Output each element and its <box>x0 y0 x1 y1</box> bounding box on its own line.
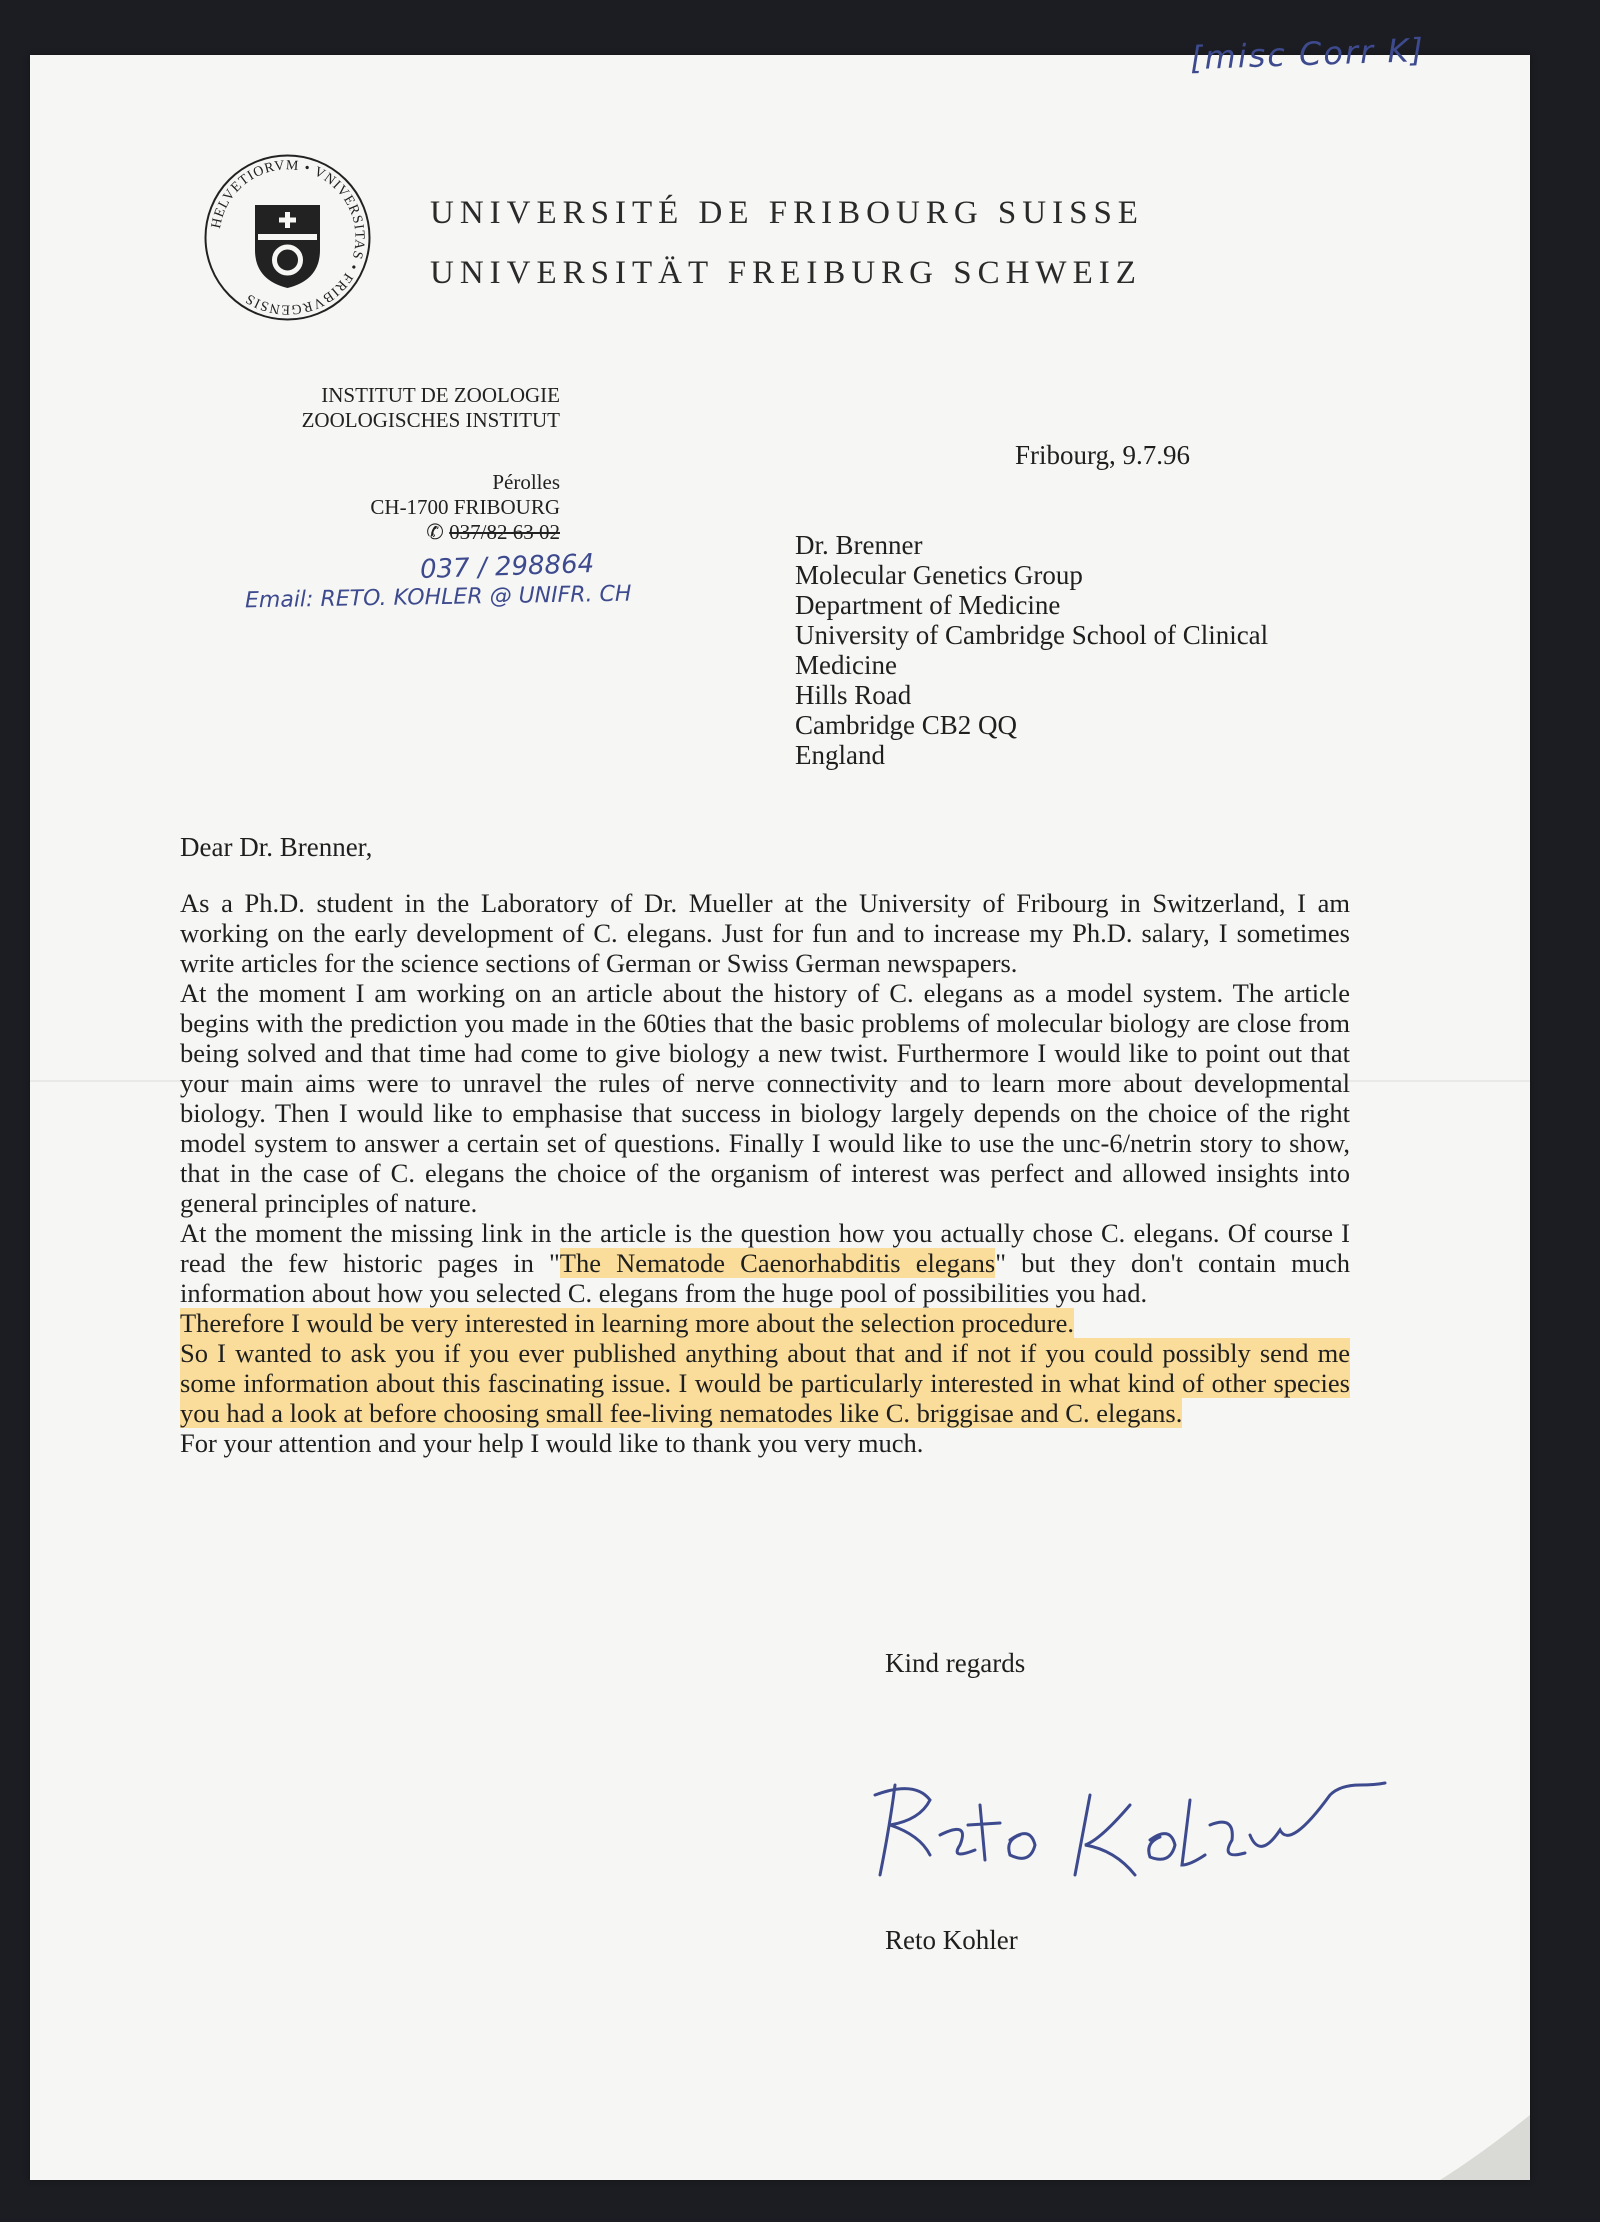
salutation: Dear Dr. Brenner, <box>180 832 373 862</box>
institute-name <box>302 383 560 433</box>
body-paragraph <box>180 1338 1350 1428</box>
recipient-line: Dr. Brenner <box>795 530 923 560</box>
email-handwritten: Email: RETO. KOHLER @ UNIFR. CH <box>244 581 632 614</box>
phone-printed: 037/82 63 02 <box>449 520 560 544</box>
body-text: " but they don't contain much information about how you selected C. elegans from the huge pool of possibilities you had. <box>180 1248 1350 1308</box>
phone-handwritten: 037 / 298864 <box>419 548 595 586</box>
body-paragraph <box>180 1218 1350 1308</box>
letter-date: Fribourg, 9.7.96 <box>1015 440 1191 470</box>
letterhead-line-de: UNIVERSITÄT FREIBURG SCHWEIZ <box>430 255 1142 291</box>
letter-body <box>180 888 1350 1458</box>
recipient-line: England <box>795 740 885 770</box>
recipient-line: Hills Road <box>795 680 912 710</box>
seal-inscription: HELVETIORVM • VNIVERSITAS • FRIBVRGENSIS <box>209 158 367 317</box>
phone-icon: ✆ <box>426 520 450 544</box>
body-text: At the moment the missing link in the article is the question how you actually chose C. elegans. Of course I read the few historic pages in " <box>180 1218 1350 1278</box>
recipient-line: Department of Medicine <box>795 590 1061 620</box>
institute-address <box>370 470 560 545</box>
closing: Kind regards <box>885 1648 1026 1678</box>
body-paragraph: As a Ph.D. student in the Laboratory of Dr. Mueller at the University of Fribourg in Switzerland, I am working on the early development of C. elegans. Just for fun and to increase my Ph.D. salary, I sometimes write articles for the science sections of German or Swiss German newspapers. <box>180 888 1350 978</box>
highlighted-text: Therefore I would be very interested in learning more about the selection procedure. <box>180 1308 1075 1338</box>
body-paragraph <box>180 1308 1350 1338</box>
institute-street: Pérolles <box>492 470 560 494</box>
institute-phone <box>370 520 560 545</box>
institute-name-fr: INSTITUT DE ZOOLOGIE <box>321 383 560 407</box>
recipient-line: Cambridge CB2 QQ <box>795 710 1017 740</box>
university-seal <box>200 150 375 325</box>
institute-city: CH-1700 FRIBOURG <box>370 495 560 519</box>
folded-corner <box>1440 2115 1530 2180</box>
highlighted-text: So I wanted to ask you if you ever published anything about that and if not if you could possibly send me some information about this fascinating issue. I would be particularly interested in what kind of other species you had a look at before choosing small fee-living nematodes like C. briggisae and C. elegans. <box>180 1338 1350 1428</box>
highlighted-book-title: The Nematode Caenorhabditis elegans <box>559 1248 996 1278</box>
recipient-line: Molecular Genetics Group <box>795 560 1083 590</box>
recipient-line: Medicine <box>795 650 897 680</box>
institute-name-de: ZOOLOGISCHES INSTITUT <box>301 408 560 432</box>
archive-note: [misc Corr K] <box>1189 30 1426 78</box>
recipient-address <box>795 530 1268 770</box>
body-paragraph: At the moment I am working on an article about the history of C. elegans as a model system. The article begins with the prediction you made in the 60ties that the basic problems of molecular biology are close from being solved and that time had come to give biology a new twist. Furthermore I would like to point out that your main aims were to unravel the rules of nerve connectivity and to learn more about developmental biology. Then I would like to emphasise that success in biology largely depends on the choice of the right model system to answer a certain set of questions. Finally I would like to use the unc-6/netrin story to show, that in the case of C. elegans the choice of the organism of interest was perfect and allowed insights into general principles of nature. <box>180 978 1350 1218</box>
recipient-line: University of Cambridge School of Clinical <box>795 620 1269 650</box>
handwritten-signature <box>860 1765 1390 1895</box>
letterhead-line-fr: UNIVERSITÉ DE FRIBOURG SUISSE <box>430 195 1144 231</box>
signer-name: Reto Kohler <box>885 1925 1018 1955</box>
body-paragraph: For your attention and your help I would like to thank you very much. <box>180 1428 924 1458</box>
